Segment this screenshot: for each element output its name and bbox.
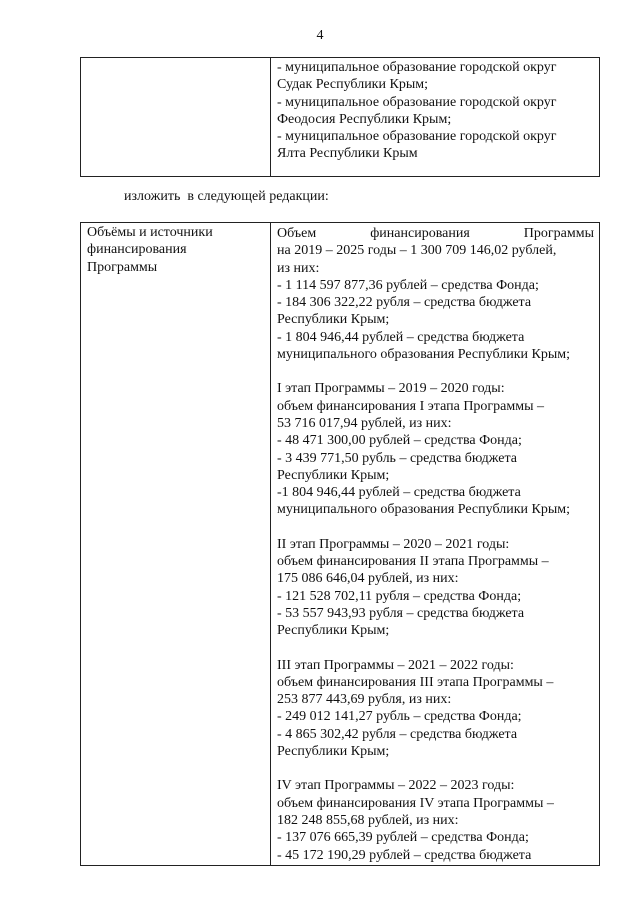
stage-line: Республики Крым; (277, 467, 390, 483)
stage-line: -1 804 946,44 рублей – средства бюджета (277, 485, 521, 501)
label-line: финансирования (87, 242, 187, 258)
municipalities-cell (271, 58, 600, 177)
intro-text: изложить в следующей редакции: (124, 189, 329, 204)
table-row (81, 58, 600, 177)
stage-line: - 121 528 702,11 рубля – средства Фонда; (277, 588, 522, 604)
financing-details-cell (271, 223, 600, 866)
stage-line: 182 248 855,68 рублей, из них: (277, 812, 459, 828)
stage-line: III этап Программы – 2021 – 2022 годы: (277, 657, 514, 673)
list-line: Судак Республики Крым; (277, 77, 428, 93)
stage-line: 53 716 017,94 рублей, из них: (277, 415, 452, 431)
list-line: - муниципальное образование городской округ (277, 94, 557, 110)
summary-line: - 1 804 946,44 рублей – средства бюджета (277, 329, 525, 345)
stage-line: - 48 471 300,00 рублей – средства Фонда; (277, 433, 522, 449)
stage-line: объем финансирования III этапа Программы – (277, 674, 554, 690)
stage-line: - 137 076 665,39 рублей – средства Фонда; (277, 830, 529, 846)
table-row (81, 223, 600, 866)
stage-line: Республики Крым; (277, 623, 390, 639)
stage-line: - 4 865 302,42 рубля – средства бюджета (277, 726, 518, 742)
stage-line: Республики Крым; (277, 744, 390, 760)
summary-line: муниципального образования Республики Крым; (277, 347, 570, 363)
stage-line: - 53 557 943,93 рубля – средства бюджета (277, 605, 525, 621)
financing-label-cell (81, 223, 271, 866)
stage-line: муниципального образования Республики Крым; (277, 502, 570, 518)
summary-line: Объем финансирования Программы (277, 226, 594, 241)
stage-line: - 3 439 771,50 рубль – средства бюджета (277, 450, 517, 466)
stage-line: объем финансирования II этапа Программы – (277, 554, 549, 570)
empty-left-cell (81, 58, 271, 177)
summary-line: на 2019 – 2025 годы – 1 300 709 146,02 рублей, (277, 243, 557, 259)
stage-line: II этап Программы – 2020 – 2021 годы: (277, 536, 510, 552)
stage-line: - 45 172 190,29 рублей – средства бюджета (277, 847, 532, 863)
municipalities-table (80, 57, 600, 177)
summary-line: - 184 306 322,22 рубля – средства бюджета (277, 295, 532, 311)
stage-line: 175 086 646,04 рублей, из них: (277, 571, 459, 587)
stage-line: - 249 012 141,27 рубль – средства Фонда; (277, 709, 522, 725)
summary-line: из них: (277, 260, 320, 276)
list-line: - муниципальное образование городской округ (277, 60, 557, 75)
stage-line: объем финансирования I этапа Программы – (277, 398, 545, 414)
list-line: Ялта Республики Крым (277, 146, 418, 162)
page-number: 4 (316, 28, 324, 43)
summary-line: Республики Крым; (277, 312, 390, 328)
financing-table (80, 222, 600, 866)
summary-line: - 1 114 597 877,36 рублей – средства Фонда; (277, 277, 539, 293)
label-line: Объёмы и источники (87, 225, 213, 240)
stage-line: IV этап Программы – 2022 – 2023 годы: (277, 778, 515, 794)
stage-line: 253 877 443,69 рубля, из них: (277, 692, 452, 708)
stage-line: I этап Программы – 2019 – 2020 годы: (277, 381, 505, 397)
stage-line: объем финансирования IV этапа Программы – (277, 795, 554, 811)
list-line: Феодосия Республики Крым; (277, 111, 452, 127)
list-line: - муниципальное образование городской округ (277, 129, 557, 145)
label-line: Программы (87, 259, 158, 275)
